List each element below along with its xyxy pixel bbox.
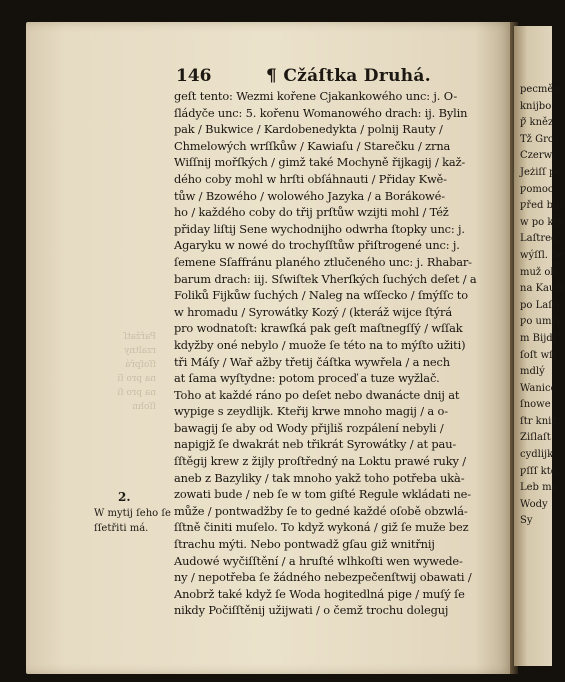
text-line: aneb z Bazyliky / tak mnoho yakž toho potřeba ukà- [174,470,465,485]
text-line: pak / Bukwice / Kardobenedykta / polnij Rauty / [174,122,443,137]
right-page-line: Wanice [520,382,557,394]
text-line: ho / každého coby do třij prſtůw wzijti mohl / Též [174,205,449,220]
right-page-line: w po kte [520,216,564,228]
right-page-line: po Laſſi [520,299,559,311]
right-page-line: ƿ̃ kněz [520,117,554,129]
text-line: přiday liſtij Sene wychodnijho odwrha ſtopky unc: j. [174,221,465,236]
text-line: nikdy Počiſſtěnij užijwati / o čemž trochu doleguj [174,603,449,618]
right-page-line: na Kauří [520,283,564,295]
right-page-line: Wody [520,498,548,510]
text-line: napigjž ſe dwakrát neb třikrát Syrowátky / at pau- [174,437,457,452]
right-page-line: Jeżiſſ pě [520,166,562,178]
right-page-edge [514,26,565,666]
right-page-line: Ziſlaſt [520,432,551,444]
page-header [176,66,436,88]
right-page-line: ƿomoc [520,183,554,195]
bleed-line: Pařžatſ [123,332,156,342]
page-number: 146 [176,66,212,86]
text-line: ſſtěgij krew z žijly proſtředný na Loktu prawé ruky / [174,454,466,469]
text-line: at ſama wyſtydne: potom proceď a tuze wyžlač. [174,371,440,386]
text-line: Wiſſnij mořſkých / gimž také Mochyně řijkagij / kaž- [174,155,466,170]
main-text-block [174,88,496,619]
right-page-line: Leb mo [520,482,558,494]
text-line: Chmelowých wrſſkůw / Kawiaſu / Starečku / zrna [174,138,451,153]
text-line: wypige s zeydlijk. Kteřij krwe mnoho magij / a o- [174,404,448,419]
text-line: w hromadu / Syrowátky Kozý / (kteráž wijce ſtýrá [174,304,452,319]
text-line: Audowé wyčiſſtění / a hruſté wlhkoſti wen wywede- [174,553,463,568]
bleed-line: rzaltny [124,346,156,356]
text-line: barum drach: iij. Sſwiſtek Vherſkých ſuchých deſet / a [174,271,477,286]
text-line: pro wodnatoſt: krawſká pak geſt maſtnegſſý / wſſak [174,321,463,336]
bleed-line: ſſoſpřá [125,360,156,370]
text-line: Agaryku w nowé do trochyſſtůw přiſtrogené unc: j. [174,238,460,253]
text-line: geſt tento: Wezmi kořene Cjakankowého unc: j. O- [174,89,458,103]
text-line: tůw / Bzowého / wolowého Jazyka / a Borákowé- [174,188,445,203]
running-title: ¶ Cžáſtka Druhá. [266,66,431,86]
right-page-line: ſtr kniž [520,415,557,427]
text-line: ny / nepotřeba ſe žádného nebezpečenſtwij obawati / [174,570,472,585]
text-line: bawagij ſe aby od Wody přijliš rozpálení nebyli / [174,420,444,435]
text-line: kdyžby oné nebylo / muože ſe této na to mýſto užiti) [174,337,466,352]
right-page-line: knijbo [520,100,552,112]
right-page-line: Czerwi [520,150,556,162]
right-page-line: pecměn [520,84,560,95]
text-line: zowati bude / neb ſe w tom giſté Regule wkládati ne- [174,487,471,502]
bleed-line: na pro ſi [117,388,156,398]
right-page-line: m Bijdl [520,332,556,344]
right-page-line: ƿſſſ kte [520,465,557,477]
text-line: Anobrž také když ſe Woda hogitedlná pige / muſý ſe [174,586,465,601]
text-line: Foliků Fijkůw ſuchých / Naleg na wſſecko / ſmýſſc to [174,288,468,303]
right-page-line: mdlý [520,366,545,378]
text-line: ſemene Sſaffránu planého ztlučeného unc: j. Rhabar- [174,254,472,269]
text-line: dého coby mohl w hrſti obſáhnauti / Přiday Kwě- [174,171,447,186]
right-page-line: ſoſt wſſ [520,349,557,361]
right-page-line: ſnowe [520,399,551,411]
bleed-through-text [96,330,156,590]
right-page-line: ƿřed bijč [520,200,565,212]
right-page-line: cydlijk [520,449,554,461]
right-page-line: Sy [520,515,533,527]
text-line: Toho at každé ráno po deſet nebo dwanácte dnij at [174,387,460,402]
right-page-line: ƿo umří [520,316,560,328]
right-page-line: muž ob [520,266,557,278]
right-page-line: wýſſl. Se [520,249,564,261]
margin-note-number: 2. [118,490,131,504]
text-line: ſſtně činiti muſelo. To když wykoná / giž ſe muže bez [174,520,469,535]
text-line: ſtrachu mýti. Nebo pontwadž gſau giž wnitřnij [174,537,435,552]
margin-note-text: W mytij ſeho ſe ſſetřiti má. [94,508,171,534]
text-line: může / pontwadžby ſe to gedné každé oſobě obzwlá- [174,503,468,518]
text-line: tři Máſy / Wař ažby třetij čáſtka wywřela / a nech [174,354,450,369]
bleed-line: na pro ſi [117,374,156,384]
right-page-text [514,82,565,530]
bleed-line: ſſohn [132,402,156,412]
right-page-line: Laſtrec [520,233,557,245]
right-page-line: Tž Gro [520,133,554,145]
text-line: ſládyče unc: 5. kořenu Womanowého drach: ij. Bylin [174,105,468,120]
